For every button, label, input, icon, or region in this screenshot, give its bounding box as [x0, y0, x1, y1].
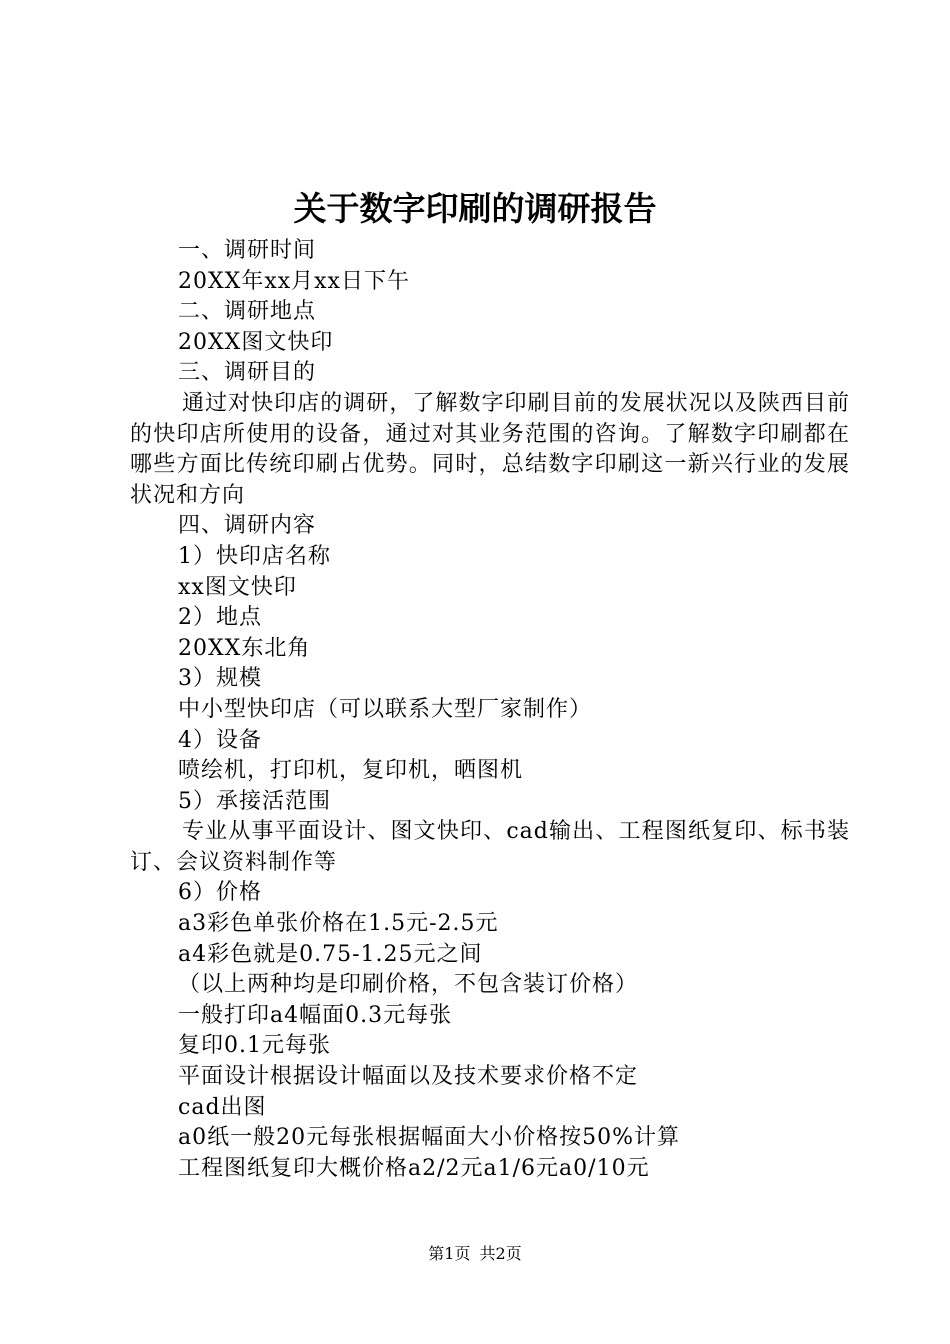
price-line-copy: 复印0.1元每张 [178, 1033, 331, 1059]
item-scale-label: 3）规模 [178, 666, 262, 692]
price-line-a3: a3彩色单张价格在1.5元-2.5元 [178, 911, 499, 937]
survey-location-value: 20XX图文快印 [178, 329, 334, 355]
price-line-cad: cad出图 [178, 1094, 267, 1120]
item-price-label: 6）价格 [178, 880, 262, 906]
purpose-paragraph: 通过对快印店的调研，了解数字印刷目前的发展状况以及陕西目前的快印店所使用的设备，通过对其业务范围的咨询。了解数字印刷都在哪些方面比传统印刷占优势。同时，总结数字印刷这一新兴行业的发展状况和方向 [130, 390, 850, 508]
document-title: 关于数字印刷的调研报告 [293, 189, 657, 228]
survey-time-value: 20XX年xx月xx日下午 [178, 268, 410, 294]
item-address-label: 2）地点 [178, 605, 262, 631]
item-equipment-value: 喷绘机，打印机，复印机，晒图机 [178, 758, 524, 784]
item-shop-name-value: xx图文快印 [178, 574, 297, 600]
section-heading-purpose: 三、调研目的 [178, 360, 317, 386]
section-heading-time: 一、调研时间 [178, 238, 317, 263]
page-number-current: 第1页 [428, 1244, 471, 1263]
price-line-drawings: 工程图纸复印大概价格a2/2元a1/6元a0/10元 [178, 1155, 650, 1181]
price-line-print: 一般打印a4幅面0.3元每张 [178, 1002, 453, 1028]
price-line-a0: a0纸一般20元每张根据幅面大小价格按50%计算 [178, 1125, 681, 1151]
section-heading-content: 四、调研内容 [178, 513, 317, 539]
item-scope-label: 5）承接活范围 [178, 788, 331, 814]
page-footer [0, 1242, 950, 1266]
page-number-total: 共2页 [479, 1244, 522, 1263]
item-address-value: 20XX东北角 [178, 635, 311, 661]
item-shop-name-label: 1）快印店名称 [178, 543, 331, 569]
scope-paragraph: 专业从事平面设计、图文快印、cad输出、工程图纸复印、标书装订、会议资料制作等 [130, 819, 850, 875]
item-equipment-label: 4）设备 [178, 727, 262, 753]
section-heading-location: 二、调研地点 [178, 299, 317, 325]
price-note: （以上两种均是印刷价格，不包含装订价格） [178, 972, 639, 998]
item-scale-value: 中小型快印店（可以联系大型厂家制作） [178, 696, 593, 722]
document-body [130, 236, 850, 1184]
price-line-a4: a4彩色就是0.75-1.25元之间 [178, 941, 483, 967]
price-line-design: 平面设计根据设计幅面以及技术要求价格不定 [178, 1064, 639, 1090]
